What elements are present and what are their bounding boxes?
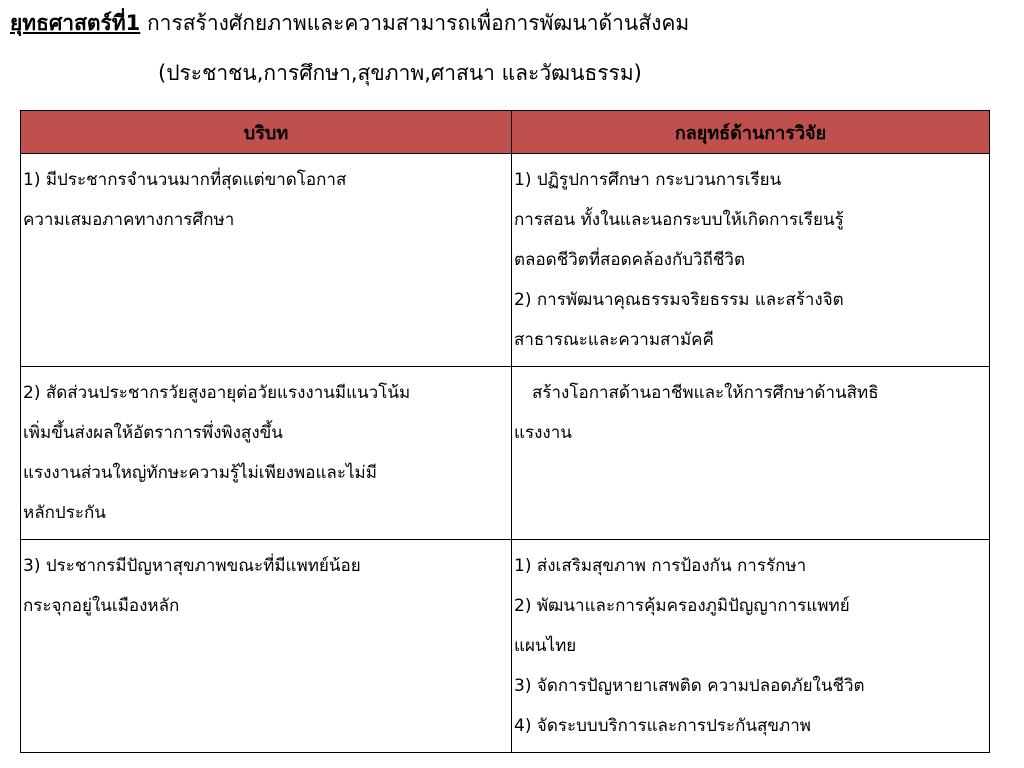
cell-line: สร้างโอกาสด้านอาชีพและให้การศึกษาด้านสิทธิ: [532, 383, 879, 403]
cell-line: 1) ส่งเสริมสุขภาพ การป้องกัน การรักษา: [514, 556, 807, 576]
strategy-cell: [512, 540, 990, 753]
header-row: [21, 111, 990, 154]
cell-line: เพิ่มขึ้นส่งผลให้อัตราการพึ่งพิงสูงขึ้น: [23, 423, 283, 443]
title: [10, 8, 689, 38]
cell-line: ตลอดชีวิตที่สอดคล้องกับวิถีชีวิต: [514, 250, 746, 270]
table-row: [21, 154, 990, 367]
subtitle: (ประชาชน,การศึกษา,สุขภาพ,ศาสนา และวัฒนธรรม): [158, 61, 642, 85]
table-row: [21, 367, 990, 540]
cell-line: 3) ประชากรมีปัญหาสุขภาพขณะที่มีแพทย์น้อย: [23, 556, 361, 576]
cell-line: แผนไทย: [514, 636, 577, 656]
header-context: บริบท: [21, 111, 512, 154]
cell-line: หลักประกัน: [23, 503, 106, 523]
cell-line: สาธารณะและความสามัคคี: [514, 330, 714, 350]
cell-line: 3) จัดการปัญหายาเสพติด ความปลอดภัยในชีวิต: [514, 676, 865, 696]
cell-line: 2) สัดส่วนประชากรวัยสูงอายุต่อวัยแรงงานมีแนวโน้ม: [23, 383, 411, 403]
cell-line: แรงงาน: [514, 423, 572, 443]
cell-line: แรงงานส่วนใหญ่ทักษะความรู้ไม่เพียงพอและไม่มี: [23, 463, 377, 483]
strategy-cell: [512, 367, 990, 540]
strategy-label: ยุทธศาสตร์ที่1: [10, 11, 141, 35]
header-strategy: กลยุทธ์ด้านการวิจัย: [512, 111, 990, 154]
cell-line: ความเสมอภาคทางการศึกษา: [23, 210, 235, 230]
strategy-cell: [512, 154, 990, 367]
cell-line: 2) การพัฒนาคุณธรรมจริยธรรม และสร้างจิต: [514, 290, 844, 310]
cell-line: 2) พัฒนาและการคุ้มครองภูมิปัญญาการแพทย์: [514, 596, 850, 616]
cell-line: 1) ปฏิรูปการศึกษา กระบวนการเรียน: [514, 170, 782, 190]
context-cell: [21, 154, 512, 367]
strategy-title: การสร้างศักยภาพและความสามารถเพื่อการพัฒนาด้านสังคม: [140, 11, 690, 35]
table-row: [21, 540, 990, 753]
context-cell: [21, 540, 512, 753]
cell-line: กระจุกอยู่ในเมืองหลัก: [23, 596, 180, 616]
context-cell: [21, 367, 512, 540]
cell-line: 4) จัดระบบบริการและการประกันสุขภาพ: [514, 716, 811, 736]
cell-line: 1) มีประชากรจำนวนมากที่สุดแต่ขาดโอกาส: [23, 170, 347, 190]
strategy-table: [20, 110, 990, 753]
cell-line: การสอน ทั้งในและนอกระบบให้เกิดการเรียนรู้: [514, 210, 844, 230]
